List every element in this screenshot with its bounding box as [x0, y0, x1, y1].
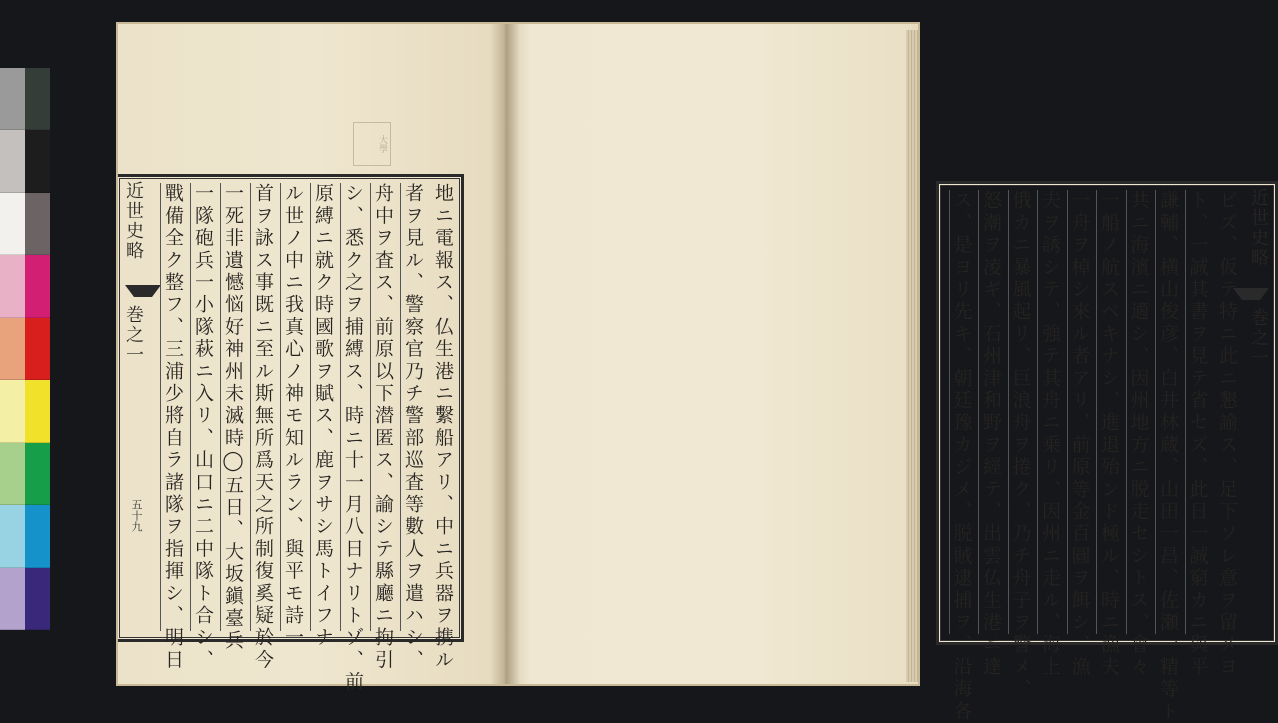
color-swatch: [0, 380, 25, 442]
text-column: 一死非遺憾悩好神州未滅時◯五日、大坂鎭臺兵: [222, 183, 244, 653]
book-gutter: [490, 24, 520, 684]
color-swatch: [0, 130, 25, 192]
color-chart-row: [0, 568, 50, 630]
color-chart-row: [0, 380, 50, 442]
text-column: ス、是ヨリ先キ、朝廷豫カジメ、脱賊逮捕ヲ、沿海各: [950, 190, 973, 723]
text-column: 怒潮ヲ凌ギ、石州津和野ヲ經テ、出雲仏生港ニ達: [980, 190, 1002, 679]
color-swatch: [25, 505, 50, 567]
text-column: ル世ノ中ニ我真心ノ神モ知ルラン、與平モ詩一: [282, 183, 304, 650]
color-calibration-chart: [0, 68, 50, 630]
color-swatch: [0, 318, 25, 380]
color-swatch: [25, 130, 50, 192]
color-swatch: [25, 568, 50, 630]
open-book: [118, 24, 1269, 723]
left-side-volume: 巻之一: [123, 305, 144, 365]
right-side-volume: 巻之一: [1248, 308, 1269, 368]
text-column: ト、一誠其書ヲ見テ省セズ、此日一誠窮カニ與平: [1186, 190, 1209, 679]
color-swatch: [0, 443, 25, 505]
text-column: 一船ノ航スベキナシ、進退殆ンド極ル、時ニ漁夫: [1098, 190, 1120, 679]
text-column: 原縛ニ就ク時國歌ヲ賦ス、鹿ヲサシ馬トイフナ: [312, 183, 334, 650]
color-swatch: [25, 193, 50, 255]
color-swatch: [0, 505, 25, 567]
color-swatch: [25, 68, 50, 130]
text-column: 首ヲ詠ス事既ニ至ル斯無所爲天之所制復奚疑於今: [252, 183, 274, 672]
right-side-title: 近世史略: [1248, 188, 1269, 268]
left-text-frame: [118, 174, 464, 694]
text-column: 一隊砲兵一小隊萩ニ入リ、山口ニ二中隊ト合シ、: [192, 183, 214, 672]
text-column: 謙輔、横山俊彦、白井林蔵、山田一昌、佐瀬一精等ト: [1157, 190, 1179, 723]
text-column: 一舟ヲ棹シ來ル者アリ、前原等金百圓ヲ餌シ、漁: [1068, 190, 1091, 679]
color-chart-row: [0, 68, 50, 130]
text-column: ビズ、仮テ特ニ此ニ懇諭ス、足下ソレ意ヲ留メヨ: [1216, 190, 1238, 679]
color-swatch: [0, 68, 25, 130]
page-edges: [906, 30, 918, 682]
right-text-frame: [936, 181, 1278, 723]
right-page: [506, 24, 1269, 723]
text-column: 俄カニ暴風起リ、巨浪舟ヲ捲ク、乃チ舟子ヲ警メ、: [1009, 190, 1032, 701]
color-chart-row: [0, 130, 50, 192]
color-chart-row: [0, 443, 50, 505]
color-chart-row: [0, 505, 50, 567]
color-swatch: [0, 193, 25, 255]
color-chart-row: [0, 255, 50, 317]
text-column: 戰備全ク整フ、三浦少將自ラ諸隊ヲ指揮シ、明日: [162, 183, 184, 672]
library-stamp: 大學: [353, 122, 391, 166]
text-column: 者ヲ見ル、警察官乃チ警部巡査等數人ヲ遣ハシ、: [402, 183, 424, 672]
color-swatch: [0, 568, 25, 630]
color-swatch: [0, 255, 25, 317]
color-swatch: [25, 255, 50, 317]
text-column: 舟中ヲ査ス、前原以下潜匿ス、諭シテ縣廳ニ拘引: [372, 183, 394, 672]
left-page-number: 五十九: [130, 499, 143, 532]
left-side-title: 近世史略: [123, 181, 144, 261]
color-chart-row: [0, 318, 50, 380]
left-page: [118, 24, 506, 694]
text-column: シ、悉ク之ヲ捕縛ス、時ニ十一月八日ナリトゾ、前: [342, 183, 364, 694]
color-chart-row: [0, 193, 50, 255]
color-swatch: [25, 443, 50, 505]
left-fish-tail-marker: [125, 285, 161, 297]
text-column: 共ニ海濱ニ適シ、因州地方ニ脱走セシトス、會々: [1127, 190, 1150, 679]
color-swatch: [25, 318, 50, 380]
text-column: 夫ヲ誘シテ、強テ其舟ニ乗リ、因州ニ走ル、海上: [1039, 190, 1061, 679]
text-column: 地ニ電報ス、仏生港ニ繫船アリ、中ニ兵器ヲ携ル: [432, 183, 454, 672]
color-swatch: [25, 380, 50, 442]
